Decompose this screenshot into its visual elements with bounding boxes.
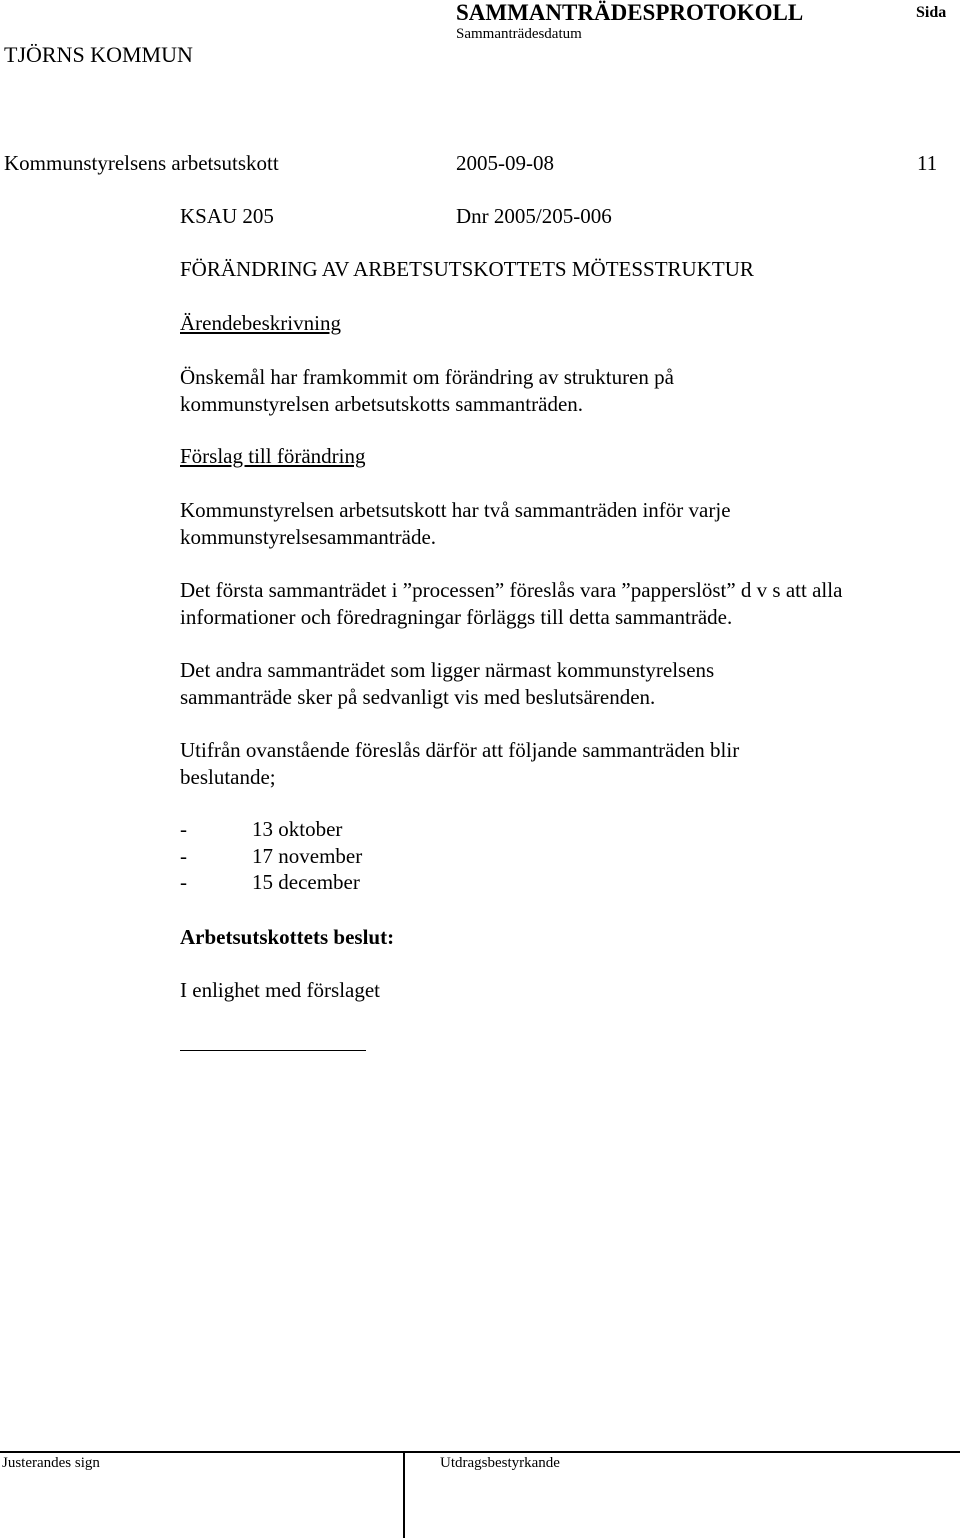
list-dash: - [180,844,187,868]
decision-text: I enlighet med förslaget [180,978,381,1002]
list-dash: - [180,870,187,894]
adjuster-sign-label: Justerandes sign [2,1455,100,1471]
list-item [180,870,360,895]
decision-heading: Arbetsutskottets beslut: [180,925,395,949]
list-date: 13 oktober [252,817,343,841]
list-item [180,817,342,842]
meeting-date: 2005-09-08 [456,151,554,175]
footer-divider [0,1451,960,1453]
meeting-body: Kommunstyrelsens arbetsutskott [4,151,279,175]
proposal-paragraph-3: Det andra sammanträdet som ligger närmast kommunstyrelsens sammanträde sker på sedvanligt vis med beslutsärenden. [180,658,715,709]
proposal-paragraph-4: Utifrån ovanstående föreslås därför att följande sammanträden blir beslutande; [180,738,740,789]
signature-line [180,1050,366,1051]
extract-certification-label: Utdragsbestyrkande [440,1455,560,1471]
meeting-date-label: Sammanträdesdatum [456,26,582,42]
description-heading: Ärendebeskrivning [180,311,341,335]
organization-name: TJÖRNS KOMMUN [4,42,193,67]
description-text: Önskemål har framkommit om förändring av strukturen på kommunstyrelsen arbetsutskotts sammanträden. [180,365,674,416]
page-label: Sida [916,4,947,21]
proposal-paragraph-2: Det första sammanträdet i ”processen” föreslås vara ”papperslöst” d v s att alla informationer och föredragningar förläggs till detta sammanträde. [180,578,843,629]
list-dash: - [180,817,187,841]
proposal-heading: Förslag till förändring [180,444,366,468]
document-type: SAMMANTRÄDESPROTOKOLL [456,0,804,25]
list-date: 15 december [252,870,360,894]
proposal-paragraph-1: Kommunstyrelsen arbetsutskott har två sammanträden inför varje kommunstyrelsesammanträde. [180,498,731,549]
registration-number: Dnr 2005/205-006 [456,204,612,228]
paragraph-number: KSAU 205 [180,204,274,228]
list-item [180,844,362,869]
footer-column-divider [403,1451,405,1538]
list-date: 17 november [252,844,363,868]
case-title: FÖRÄNDRING AV ARBETSUTSKOTTETS MÖTESSTRUKTUR [180,257,754,281]
page-number: 11 [917,151,938,175]
